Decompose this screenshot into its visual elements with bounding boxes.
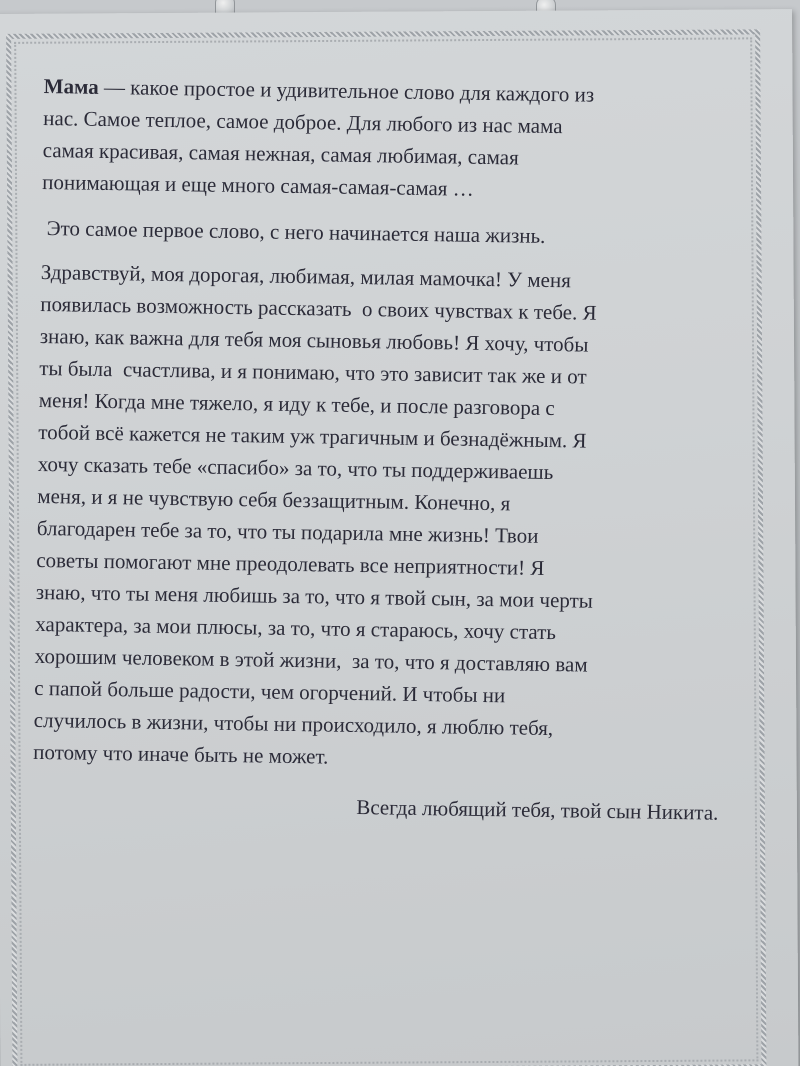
signature: Всегда любящий тебя, твой сын Никита.: [356, 794, 719, 825]
text-line: знаю, что ты меня любишь за то, что я твой сын, за мои черты: [35, 579, 594, 613]
text-line: ты была счастлива, и я понимаю, что это зависит так же и от: [39, 355, 587, 389]
text-line: с папой больше радости, чем огорчений. И чтобы ни: [34, 675, 506, 708]
text-line: появилась возможность рассказать о своих чувствах к тебе. Я: [40, 291, 597, 325]
intro-line-rest: — какое простое и удивительное слово для каждого из: [98, 74, 595, 107]
paragraph-main: [33, 256, 731, 779]
text-line: меня, и я не чувствую себя беззащитным. Конечно, я: [37, 483, 511, 516]
text-line: нас. Самое теплое, самое доброе. Для любого из нас мама: [43, 105, 563, 139]
text-line: случилось в жизни, чтобы ни происходило, я люблю тебя,: [33, 707, 554, 741]
text-line: Здравствуй, моя дорогая, любимая, милая мамочка! У меня: [40, 259, 572, 293]
text-line: хорошим человеком в этой жизни, за то, что я доставляю вам: [34, 643, 588, 677]
text-line: потому что иначе быть не может.: [33, 739, 329, 769]
bold-word-mama: Мама: [43, 73, 99, 99]
text-line: Это самое первое слово, с него начинается наша жизнь.: [41, 215, 546, 248]
text-line: характера, за мои плюсы, за то, что я стараюсь, хочу стать: [35, 611, 557, 645]
text-line: знаю, как важна для тебя моя сыновья любовь! Я хочу, чтобы: [39, 323, 589, 357]
text-line: хочу сказать тебе «спасибо» за то, что ты поддерживаешь: [37, 451, 554, 485]
paragraph-intro: [42, 70, 734, 209]
text-line: самая красивая, самая нежная, самая любимая, самая: [42, 137, 519, 170]
text-line: тобой всё кажется не таким уж трагичным и безнадёжным. Я: [38, 419, 587, 453]
text-line: меня! Когда мне тяжело, я иду к тебе, и после разговора с: [38, 387, 555, 421]
letter-body: [32, 70, 734, 829]
text-line: советы помогают мне преодолевать все неприятности! Я: [36, 547, 545, 580]
text-line: понимающая и еще много самая-самая-самая …: [42, 169, 474, 201]
text-line: благодарен тебе за то, что ты подарила мне жизнь! Твои: [36, 515, 539, 548]
